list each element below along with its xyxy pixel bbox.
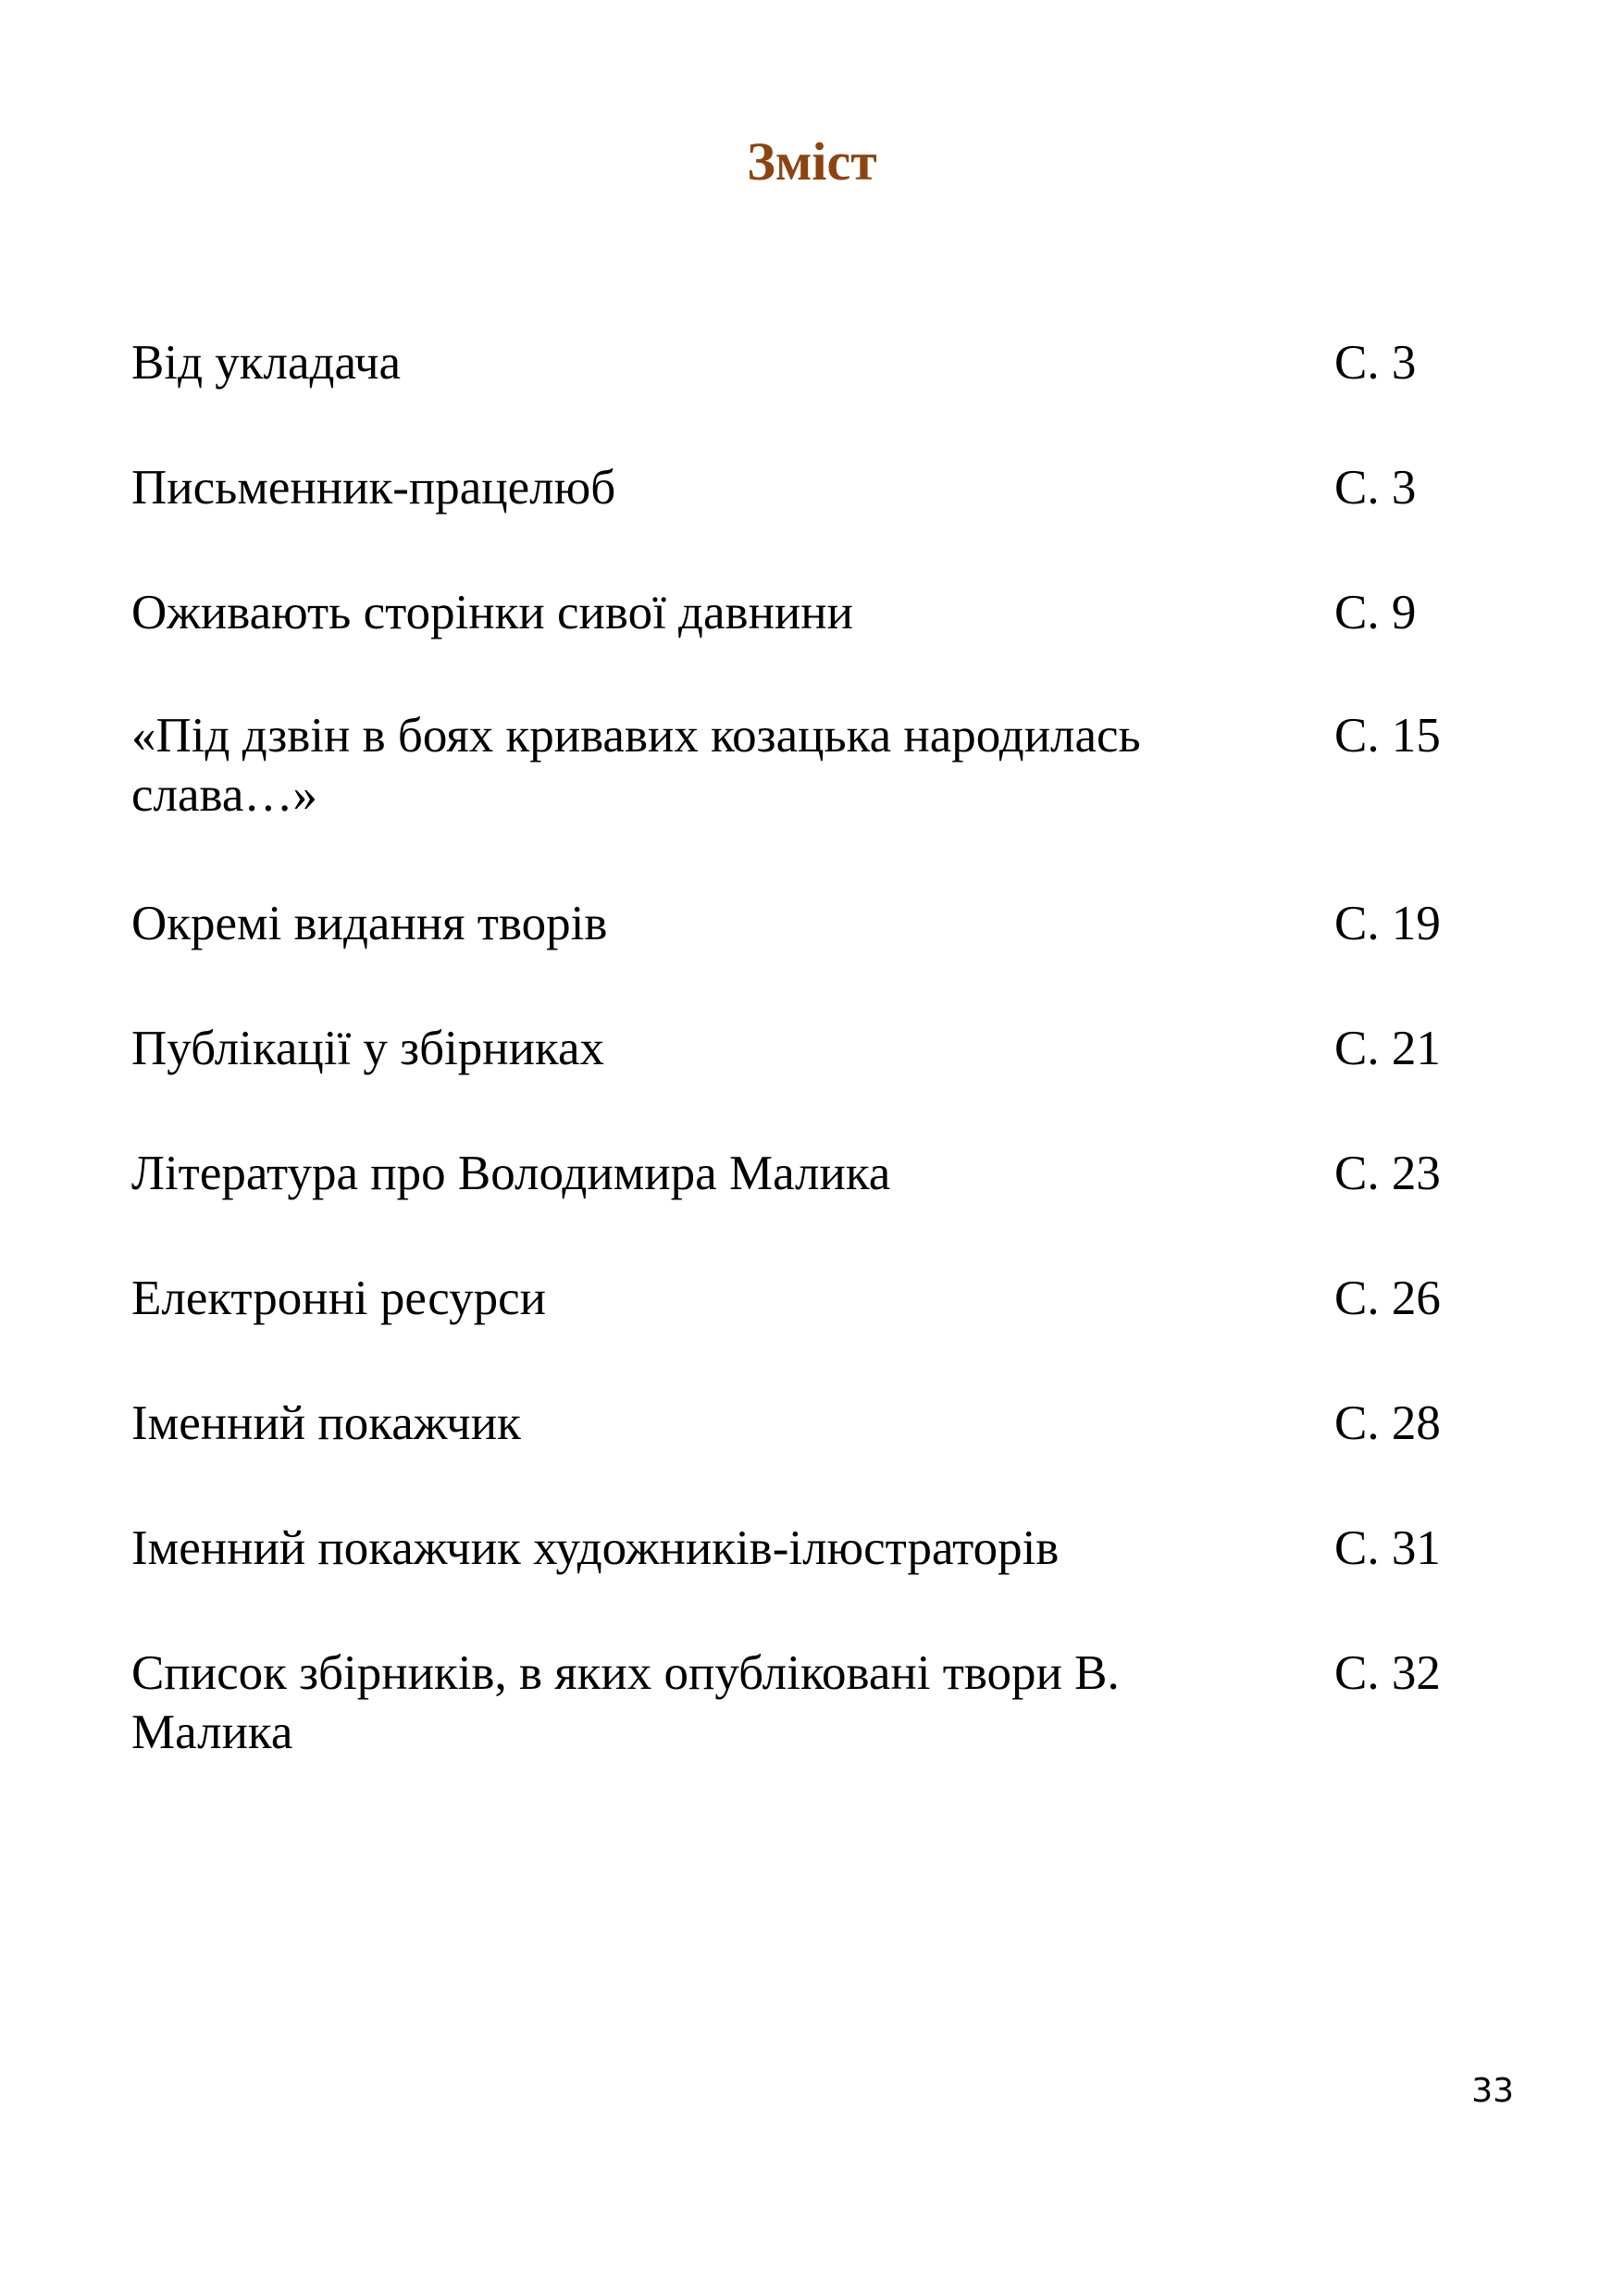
toc-entry xyxy=(131,333,1501,392)
toc-entry-title: Від укладача xyxy=(131,336,402,390)
toc-entry-page: С. 3 xyxy=(1334,336,1417,390)
toc-entry-title: «Під дзвін в боях кривавих козацька народилась слава…» xyxy=(131,709,1141,822)
toc-entry-page: С. 15 xyxy=(1334,709,1441,763)
toc-entry xyxy=(131,1644,1501,1762)
toc-entry-title: Література про Володимира Малика xyxy=(131,1147,891,1200)
toc-entry-page: С. 19 xyxy=(1334,897,1441,950)
toc-entry xyxy=(131,1144,1501,1203)
toc-entry-page: С. 23 xyxy=(1334,1147,1441,1200)
toc-entry-page: С. 32 xyxy=(1334,1646,1441,1700)
toc-entry-page: С. 28 xyxy=(1334,1396,1441,1450)
toc-entry-page: С. 3 xyxy=(1334,461,1417,515)
toc-entry xyxy=(131,894,1501,953)
toc-entry-title: Іменний покажчик xyxy=(131,1396,521,1450)
toc-entry-page: С. 26 xyxy=(1334,1272,1441,1325)
toc-entry xyxy=(131,458,1501,517)
toc-entry-title: Оживають сторінки сивої давнини xyxy=(131,586,854,639)
toc-entry-title: Письменник-працелюб xyxy=(131,461,616,515)
toc-entry-title: Публікації у збірниках xyxy=(131,1022,605,1075)
toc-entry-title: Список збірників, в яких опубліковані твори В. Малика xyxy=(131,1646,1120,1759)
toc-entry xyxy=(131,1269,1501,1328)
table-of-contents xyxy=(131,333,1501,1759)
toc-entry-title: Окремі видання творів xyxy=(131,897,608,950)
toc-entry xyxy=(131,706,1501,825)
toc-entry-title: Електронні ресурси xyxy=(131,1272,546,1325)
toc-entry-page: С. 9 xyxy=(1334,586,1417,639)
toc-entry-page: С. 21 xyxy=(1334,1022,1441,1075)
toc-entry xyxy=(131,1394,1501,1453)
toc-entry xyxy=(131,1519,1501,1578)
toc-entry xyxy=(131,583,1501,642)
toc-entry-title: Іменний покажчик художників-ілюстраторів xyxy=(131,1521,1060,1575)
toc-entry-page: С. 31 xyxy=(1334,1521,1441,1575)
page-title: Зміст xyxy=(747,131,877,192)
toc-entry xyxy=(131,1019,1501,1078)
page-number: 33 xyxy=(1471,2072,1514,2110)
